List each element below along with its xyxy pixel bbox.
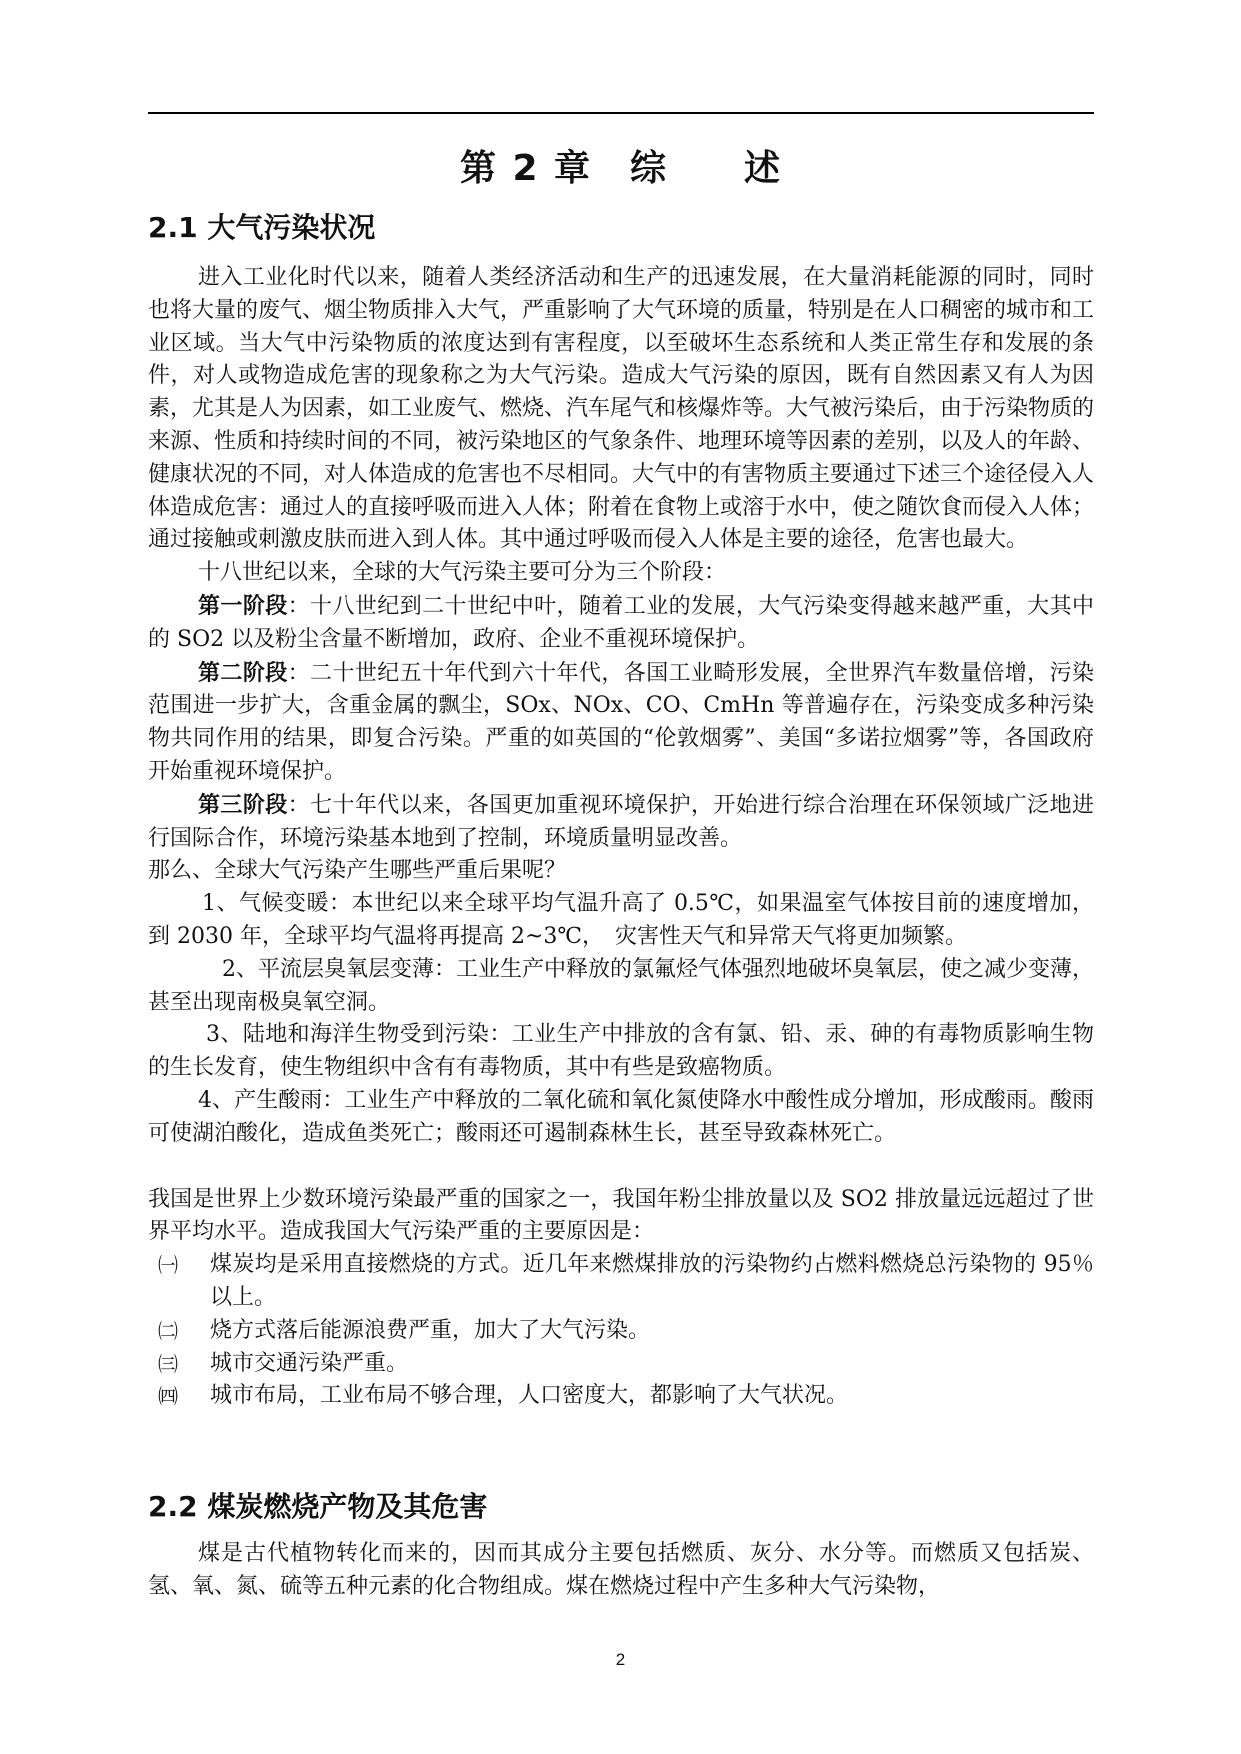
paragraph-question: 那么、全球大气污染产生哪些严重后果呢？: [148, 858, 567, 884]
stage-2-label: 第二阶段: [198, 659, 288, 686]
paragraph-china: 我国是世界上少数环境污染最严重的国家之一，我国年粉尘排放量以及 SO2 排放量远远超过了世界平均水平。造成我国大气污染严重的主要原因是：: [148, 1186, 1094, 1245]
paragraph-intro: 进入工业化时代以来，随着人类经济活动和生产的迅速发展，在大量消耗能源的同时，同时也将大量的废气、烟尘物质排入大气，严重影响了大气环境的质量，特别是在人口稠密的城市和工业区域。当大气中污染物质的浓度达到有害程度，以至破坏生态系统和人类正常生存和发展的条件，对人或物造成危害的现象称之为大气污染。造成大气污染的原因，既有自然因素又有人为因素，尤其是人为因素，如工业废气、燃烧、汽车尾气和核爆炸等。大气被污染后，由于污染物质的来源、性质和持续时间的不同，被污染地区的气象条件、地理环境等因素的差别，以及人的年龄、健康状况的不同，对人体造成的危害也不尽相同。大气中的有害物质主要通过下述三个途径侵入人体造成危害：通过人的直接呼吸而进入人体；附着在食物上或溶于水中，使之随饮食而侵入人体；通过接触或刺激皮肤而进入到人体。其中通过呼吸而侵入人体是主要的途径，危害也最大。: [148, 265, 1095, 553]
paragraph-stage-1: [148, 590, 1094, 657]
section-2-1-body: [148, 262, 1094, 1413]
paragraph-stages-intro: 十八世纪以来，全球的大气污染主要可分为三个阶段：: [198, 560, 727, 586]
reason-item: [148, 1348, 1094, 1381]
reason-marker: ㈣: [158, 1384, 178, 1409]
paragraph-stage-3: [148, 789, 1094, 856]
reason-marker: ㈠: [158, 1253, 178, 1278]
reason-item: [148, 1249, 1094, 1315]
header-rule: [148, 112, 1094, 114]
section-heading-2-1: 2.1 大气污染状况: [148, 211, 376, 244]
section-heading-2-2: 2.2 煤炭燃烧产物及其危害: [148, 1490, 488, 1523]
reason-item: [148, 1380, 1094, 1413]
section-2-2-body: [148, 1538, 1094, 1604]
reason-text: 城市交通污染严重。: [210, 1350, 409, 1376]
reason-text: 城市布局，工业布局不够合理，人口密度大，都影响了大气状况。: [210, 1383, 849, 1409]
paragraph-effect-3: 3、陆地和海洋生物受到污染：工业生产中排放的含有氯、铅、汞、砷的有毒物质影响生物的生长发育，使生物组织中含有有毒物质，其中有些是致癌物质。: [148, 1022, 1094, 1081]
paragraph-effect-4: 4、产生酸雨：工业生产中释放的二氧化硫和氧化氮使降水中酸性成分增加，形成酸雨。酸雨可使湖泊酸化，造成鱼类死亡；酸雨还可遏制森林生长，甚至导致森林死亡。: [148, 1087, 1094, 1146]
blank-line: [148, 1151, 1094, 1184]
paragraph-effect-1: 1、气候变暖：本世纪以来全球平均气温升高了 0.5℃，如果温室气体按目前的速度增加，到 2030 年，全球平均气温将再提高 2~3℃， 灾害性天气和异常天气将更加频繁。: [148, 891, 1094, 949]
paragraph-effect-2: 2、平流层臭氧层变薄：工业生产中释放的氯氟烃气体强烈地破坏臭氧层，使之减少变薄，甚至出现南极臭氧空洞。: [148, 956, 1095, 1015]
reason-marker: ㈡: [158, 1318, 178, 1343]
reason-text: 烧方式落后能源浪费严重，加大了大气污染。: [210, 1317, 651, 1343]
paragraph-coal-intro: 煤是古代植物转化而来的，因而其成分主要包括燃质、灰分、水分等。而燃质又包括炭、氢、氧、氮、硫等五种元素的化合物组成。煤在燃烧过程中产生多种大气污染物，: [148, 1541, 1094, 1599]
page-number: 2: [615, 1650, 626, 1669]
stage-2-text: ：二十世纪五十年代到六十年代，各国工业畸形发展，全世界汽车数量倍增，污染范围进一步扩大，含重金属的飘尘，SOx、NOx、CO、CmHn 等普遍存在，污染变成多种污染物共同作用的结果，即复合污染。严重的如英国的“伦敦烟雾”、美国“多诺拉烟雾”等，各国政府开始重视环境保护。: [148, 660, 1094, 784]
stage-3-text: ：七十年代以来，各国更加重视环境保护，开始进行综合治理在环保领域广泛地进行国际合作，环境污染基本地到了控制，环境质量明显改善。: [148, 792, 1094, 851]
reason-item: [148, 1315, 1094, 1348]
stage-1-label: 第一阶段: [198, 592, 288, 619]
reason-text: 煤炭均是采用直接燃烧的方式。近几年来燃煤排放的污染物约占燃料燃烧总污染物的 95％以上。: [210, 1252, 1094, 1310]
chapter-title: 第 2 章 综 述: [459, 148, 783, 189]
paragraph-stage-2: [148, 657, 1094, 789]
reason-marker: ㈢: [158, 1351, 178, 1376]
stage-1-text: ：十八世纪到二十世纪中叶，随着工业的发展，大气污染变得越来越严重，大其中的 SO2 以及粉尘含量不断增加，政府、企业不重视环境保护。: [148, 593, 1094, 652]
stage-3-label: 第三阶段: [198, 791, 288, 818]
